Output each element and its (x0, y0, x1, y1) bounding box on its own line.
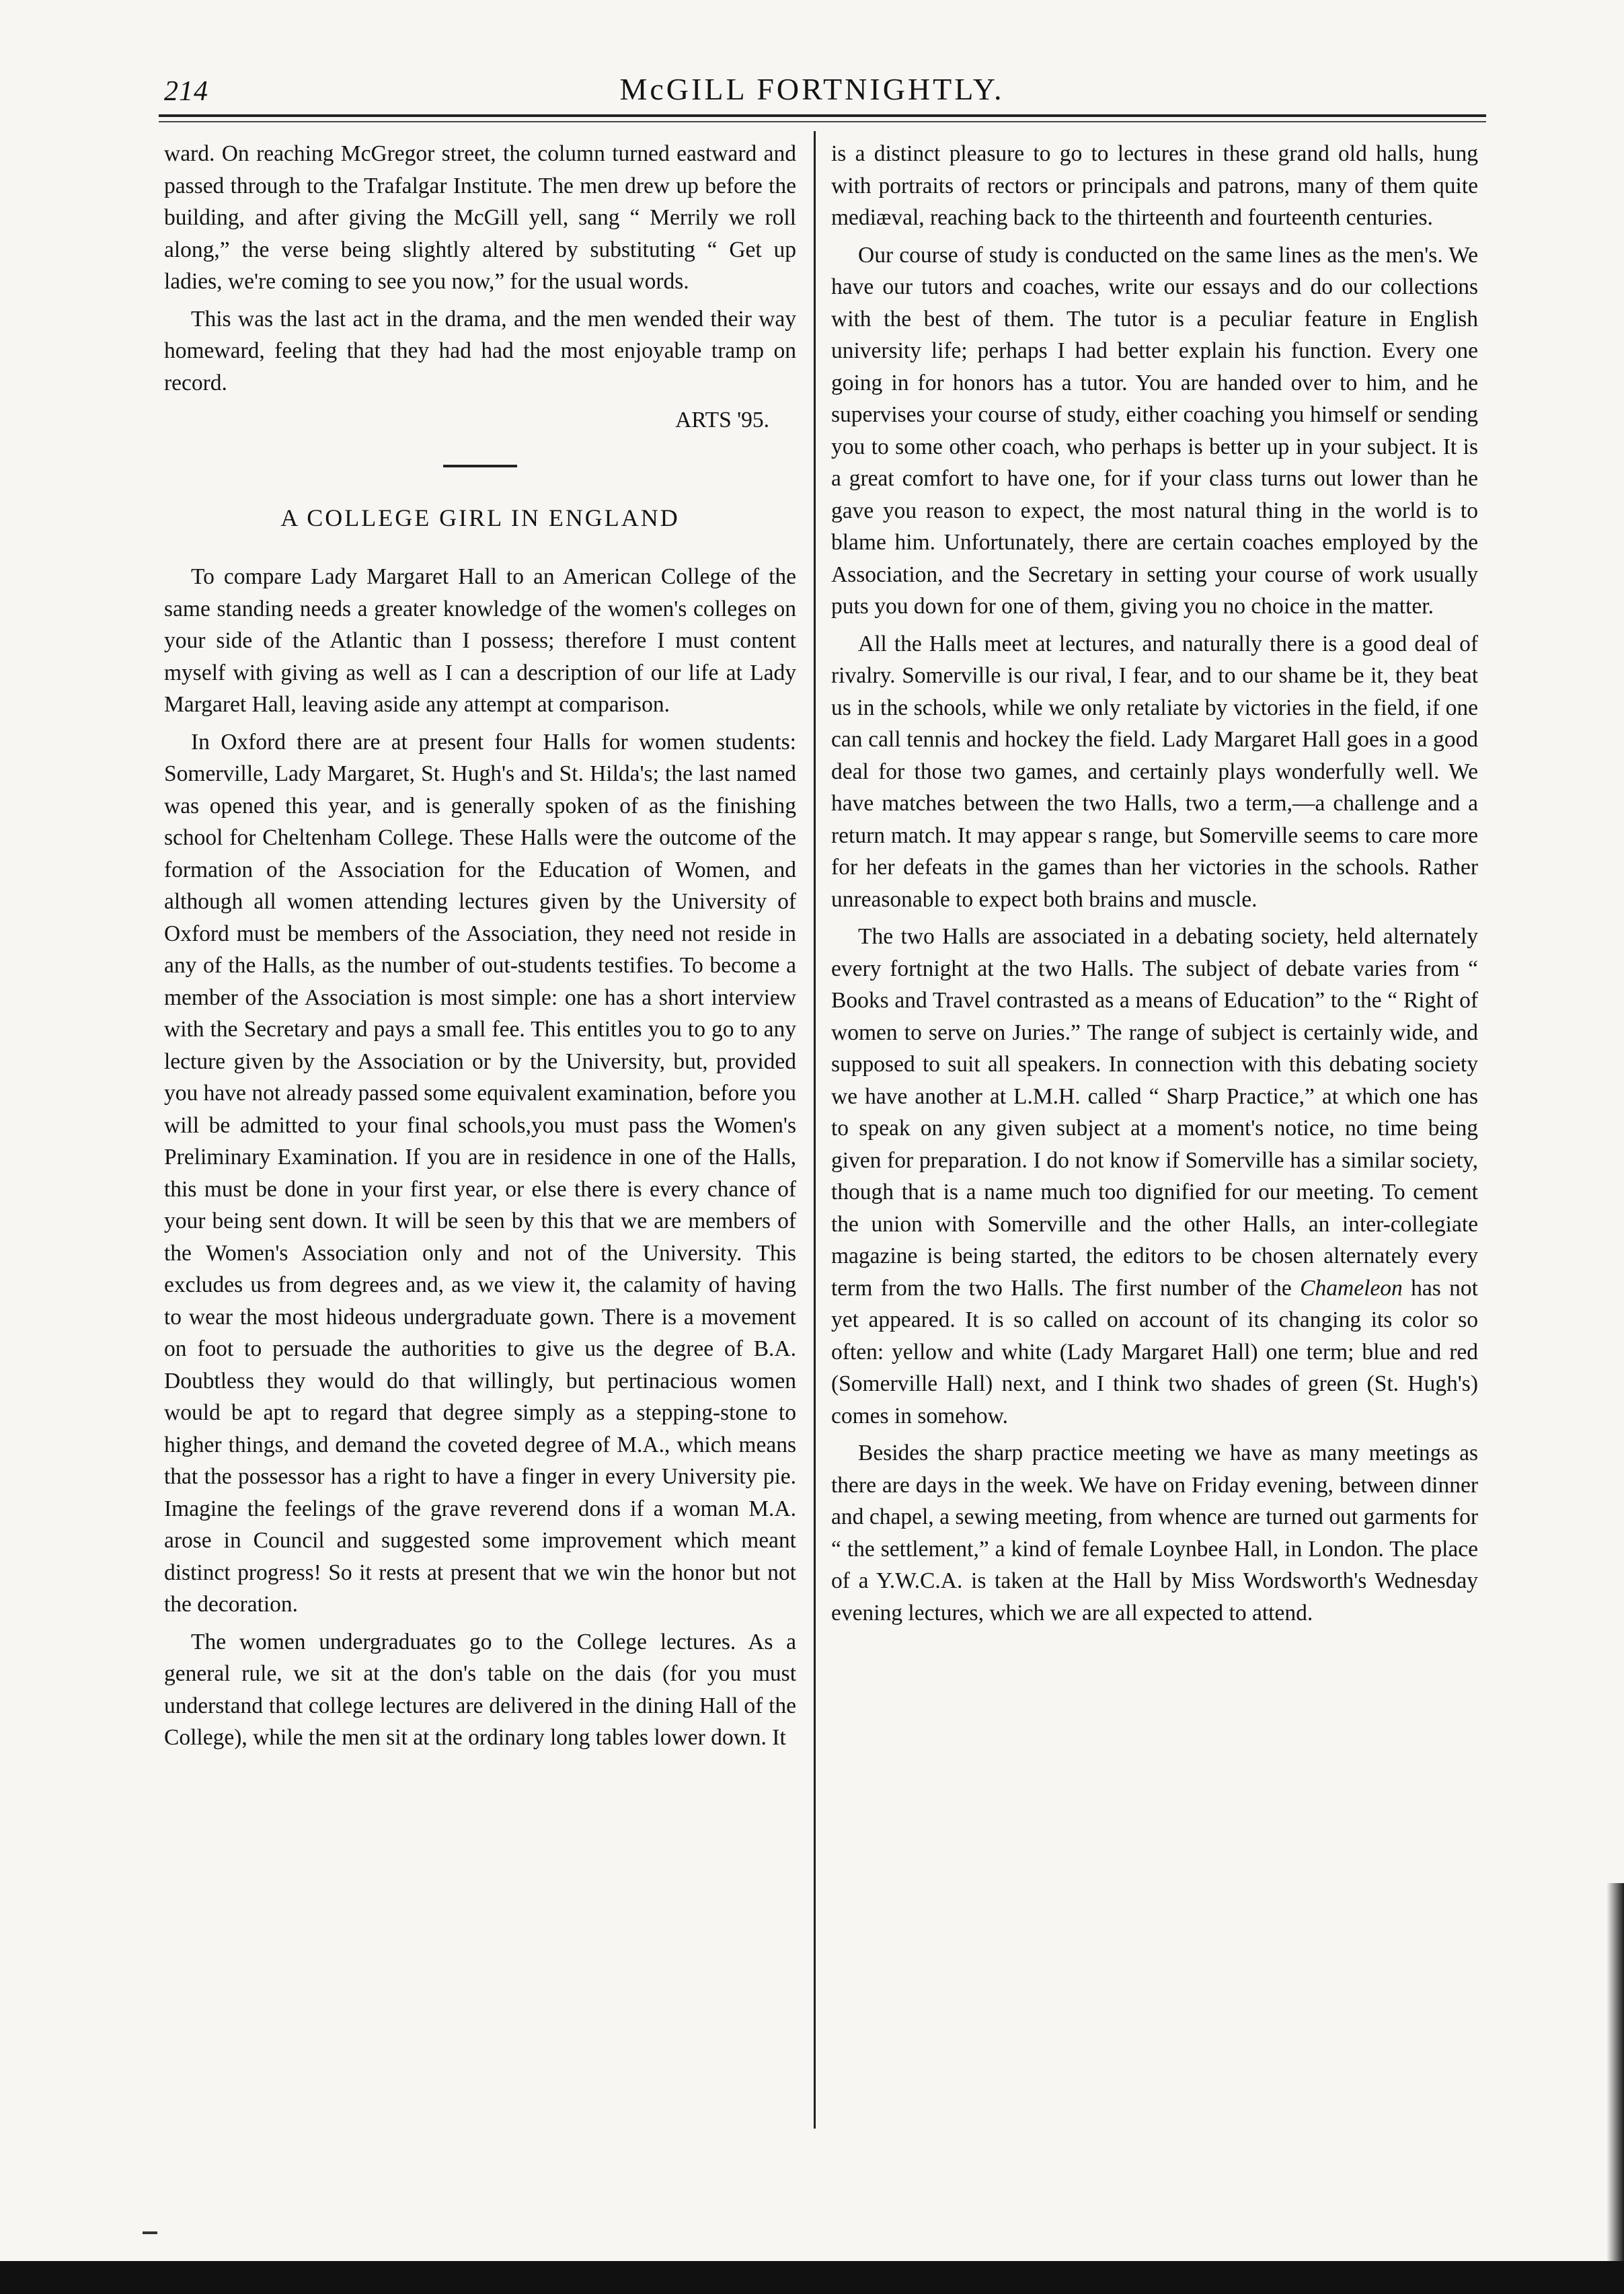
paragraph: is a distinct pleasure to go to lectures in these grand old halls, hung with portraits of rectors or principals and patrons, many of them quite mediæval, reaching back to the thirteenth and fourteenth centuries. (831, 141, 1478, 230)
right-column (831, 138, 1478, 1634)
scan-bottom-shadow (0, 2261, 1624, 2294)
paragraph: Our course of study is conducted on the same lines as the men's. We have our tutors and coaches, write our essays and do our collections with the best of them. The tutor is a peculiar feature in English university life; perhaps I had better explain his function. Every one going in for honors has a tutor. You are handed over to him, and he supervises your course of study, either coaching you himself or sending you to some other coach, who perhaps is better up in your subject. It is a great comfort to have one, for if your class turns out lower than he gave you reason to expect, the most natural thing in the world is to blame him. Unfortunately, there are certain coaches employed by the Association, and the Secretary in setting your course of work usually puts you down for one of them, giving you no choice in the matter. (831, 242, 1478, 619)
magazine-name: Chameleon (1300, 1275, 1403, 1301)
left-column (164, 138, 796, 1759)
header-rule-thin (159, 121, 1486, 122)
paragraph-text: The two Halls are associated in a debating society, held alternately every fortnight at the two Halls. The subject of debate varies from “ Books and Travel contrasted as a means of Education” to the “ Right of women to serve on Juries.” The range of subject is certainly wide, and supposed to suit all speakers. In connection with this debating society we have another at L.M.H. called “ Sharp Practice,” at which one has to speak on any given subject at a moment's notice, no time being given for preparation. I do not know if Somerville has a similar society, though that is a name much too dignified for our meeting. To cement the union with Somerville and the other Halls, an inter-collegiate magazine is being started, the editors to be chosen alternately every term from the two Halls. The first number of the (831, 924, 1478, 1301)
column-divider (814, 131, 816, 2129)
page-number: 214 (164, 76, 208, 107)
section-divider (443, 465, 517, 467)
article-title: A COLLEGE GIRL IN ENGLAND (280, 504, 680, 531)
paragraph: This was the last act in the drama, and the men wended their way homeward, feeling that they had had the most enjoyable tramp on record. (164, 306, 796, 395)
paragraph: All the Halls meet at lectures, and naturally there is a good deal of rivalry. Somerville is our rival, I fear, and to our shame be it, they beat us in the schools, while we only retaliate by victories in the field, if one can call tennis and hockey the field. Lady Margaret Hall goes in a good deal for those two games, and certainly plays wonderfully well. We have matches between the two Halls, two a term,—a challenge and a return match. It may appear s range, but Somerville seems to care more for her defeats in the games than her victories in the schools. Rather unreasonable to expect both brains and muscle. (831, 631, 1478, 912)
paragraph: Besides the sharp practice meeting we have as many meetings as there are days in the week. We have on Friday evening, between dinner and chapel, a sewing meeting, from whence are turned out garments for “ the settlement,” a kind of female Loynbee Hall, in London. The place of a Y.W.C.A. is taken at the Hall by Miss Wordsworth's Wednesday evening lectures, which we are all expected to attend. (831, 1441, 1478, 1626)
byline: ARTS '95. (675, 408, 769, 432)
paragraph: ward. On reaching McGregor street, the column turned eastward and passed through to the Trafalgar Institute. The men drew up before the building, and after giving the McGill yell, sang “ Merrily we roll along,” the verse being slightly altered by substituting “ Get up ladies, we're coming to see you now,” for the usual words. (164, 141, 796, 294)
paragraph (831, 921, 1478, 1432)
paragraph: In Oxford there are at present four Halls for women students: Somerville, Lady Margaret, St. Hugh's and St. Hilda's; the last named was opened this year, and is generally spoken of as the finishing school for Cheltenham College. These Halls were the outcome of the formation of the Association for the Education of Women, and although all women attending lectures given by the University of Oxford must be members of the Association, they need not reside in any of the Halls, as the number of out-students testifies. To become a member of the Association is most simple: one has a short interview with the Secretary and pays a small fee. This entitles you to go to any lecture given by the Association or by the University, but, provided you have not already passed some equivalent examination, before you will be admitted to your final schools,you must pass the Women's Preliminary Examination. If you are in residence in one of the Halls, this must be done in your first year, or else there is every chance of your being sent down. It will be seen by this that we are members of the Women's Association only and not of the University. This excludes us from degrees and, as we view it, the calamity of having to wear the most hideous undergraduate gown. There is a movement on foot to persuade the authorities to give us the degree of B.A. Doubtless they would do that willingly, but pertinacious women would be apt to regard that degree simply as a stepping-stone to higher things, and demand the coveted degree of M.A., which means that the possessor has a right to have a finger in every University pie. Imagine the feelings of the grave reverend dons if a woman M.A. arose in Council and suggested some improvement which meant distinct progress! So it rests at present that we win the honor but not the decoration. (164, 729, 796, 1617)
paragraph-text: has not yet appeared. It is so called on account of its changing its color so often: yellow and white (Lady Margaret Hall) one term; blue and red (Somerville Hall) next, and I think two shades of green (St. Hugh's) comes in somehow. (831, 1275, 1478, 1428)
paragraph: To compare Lady Margaret Hall to an American College of the same standing needs a greater knowledge of the women's colleges on your side of the Atlantic than I possess; therefore I must content myself with giving as well as I can a description of our life at Lady Margaret Hall, leaving aside any attempt at comparison. (164, 564, 796, 717)
page-edge-shadow (1607, 1883, 1624, 2273)
paragraph: The women undergraduates go to the College lectures. As a general rule, we sit at the don's table on the dais (for you must understand that college lectures are delivered in the dining Hall of the College), while the men sit at the ordinary long tables lower down. It (164, 1629, 796, 1750)
margin-mark (143, 2231, 157, 2234)
running-head: McGILL FORTNIGHTLY. (619, 72, 1005, 106)
header-rule-thick (159, 114, 1486, 117)
